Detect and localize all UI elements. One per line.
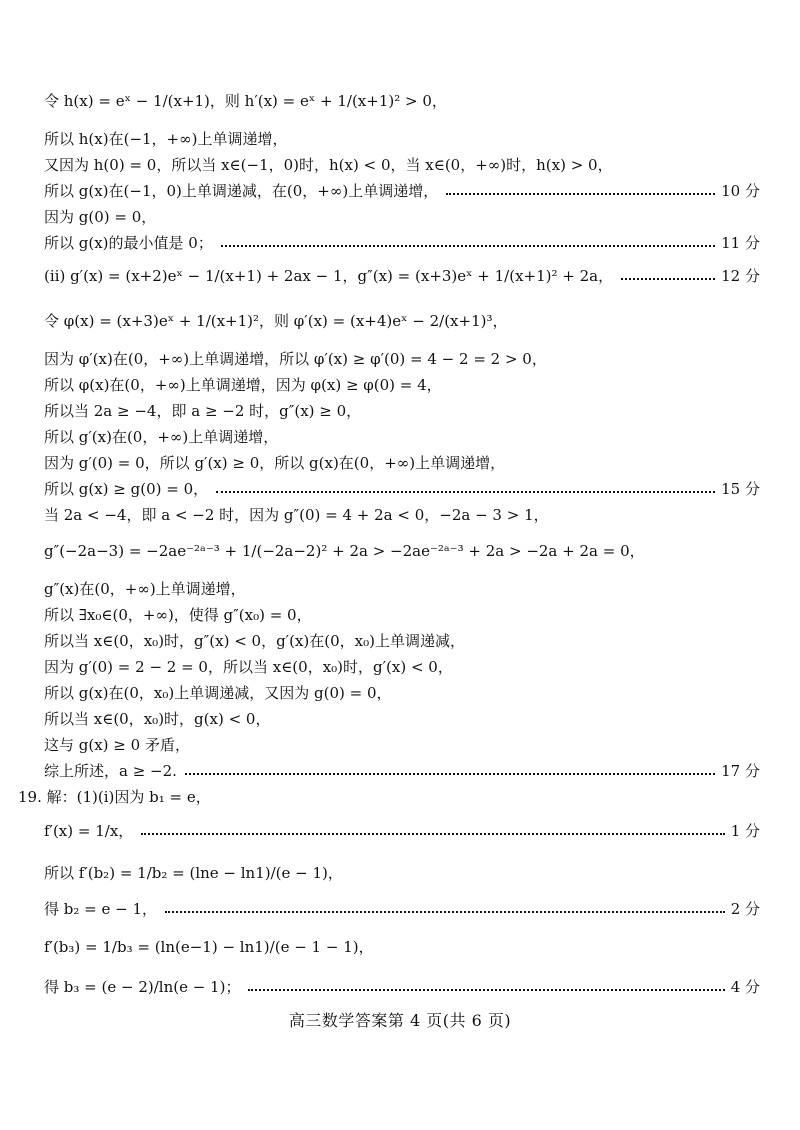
line-gprime-increasing: 所以 g′(x)在(0，+∞)上单调递增， (44, 428, 279, 446)
line-contradiction: 这与 g(x) ≥ 0 矛盾， (44, 736, 190, 754)
score-mark: 2 分 (730, 900, 760, 918)
line-fprime: f′(x) = 1/x， 1 分 (44, 822, 760, 840)
line-g-increasing: 因为 g′(0) = 0，所以 g′(x) ≥ 0，所以 g(x)在(0，+∞)上单调递增， (44, 454, 506, 472)
score-mark: 15 分 (721, 480, 760, 498)
score-mark: 17 分 (721, 762, 760, 780)
leader-dots (621, 277, 715, 280)
line-h-increasing: 所以 h(x)在(−1，+∞)上单调递增， (44, 130, 288, 148)
line-gprime-decreasing: 所以当 x∈(0，x₀)时，g″(x) < 0，g′(x)在(0，x₀)上单调递减， (44, 632, 465, 650)
score-mark: 12 分 (721, 267, 760, 285)
leader-dots (185, 772, 715, 775)
score-mark: 10 分 (721, 182, 760, 200)
line-g-decreasing: 所以 g(x)在(0，x₀)上单调递减，又因为 g(0) = 0， (44, 684, 392, 702)
line-g-negative: 所以当 x∈(0，x₀)时，g(x) < 0， (44, 710, 271, 728)
line-case-1: 所以当 2a ≥ −4，即 a ≥ −2 时，g″(x) ≥ 0， (44, 402, 362, 420)
line-q19-start: 19. 解：(1)(ⅰ)因为 b₁ = e， (18, 788, 211, 806)
score-mark: 4 分 (730, 978, 760, 996)
line-b2: 得 b₂ = e − 1， 2 分 (44, 900, 760, 918)
line-phi-increasing: 所以 φ(x)在(0，+∞)上单调递增，因为 φ(x) ≥ φ(0) = 4， (44, 376, 442, 394)
line-exists-x0: 所以 ∃x₀∈(0，+∞)，使得 g″(x₀) = 0， (44, 606, 312, 624)
line-g2-increasing: g″(x)在(0，+∞)上单调递增， (44, 580, 246, 598)
line-g2-estimate: g″(−2a−3) = −2ae⁻²ᵃ⁻³ + 1/(−2a−2)² + 2a > −2ae⁻²ᵃ⁻³ + 2a > −2a + 2a = 0， (44, 542, 645, 560)
line-conclusion: 综上所述，a ≥ −2. 17 分 (44, 762, 760, 780)
leader-dots (221, 244, 715, 247)
leader-dots (446, 192, 715, 195)
line-g0: 因为 g(0) = 0， (44, 208, 157, 226)
line-phi-prime: 因为 φ′(x)在(0，+∞)上单调递增，所以 φ′(x) ≥ φ′(0) = 4 − 2 = 2 > 0， (44, 350, 547, 368)
line-g-monotone: 所以 g(x)在(−1，0)上单调递减，在(0，+∞)上单调递增， 10 分 (44, 182, 760, 200)
line-h-def: 令 h(x) = eˣ − 1/(x+1)，则 h′(x) = eˣ + 1/(x+1)² > 0， (44, 92, 447, 110)
line-b3: 得 b₃ = (e − 2)/ln(e − 1)； 4 分 (44, 978, 760, 996)
line-case-2: 当 2a < −4，即 a < −2 时，因为 g″(0) = 4 + 2a < 0，−2a − 3 > 1， (44, 506, 549, 524)
line-g-min: 所以 g(x)的最小值是 0； 11 分 (44, 234, 760, 252)
line-gprime-negative: 因为 g′(0) = 2 − 2 = 0，所以当 x∈(0，x₀)时，g′(x) < 0， (44, 658, 453, 676)
line-h-sign: 又因为 h(0) = 0，所以当 x∈(−1，0)时，h(x) < 0，当 x∈(0，+∞)时，h(x) > 0， (44, 156, 613, 174)
leader-dots (248, 988, 724, 991)
line-part-ii: (ⅱ) g′(x) = (x+2)eˣ − 1/(x+1) + 2ax − 1，g″(x) = (x+3)eˣ + 1/(x+1)² + 2a， 12 分 (44, 267, 760, 285)
line-phi-def: 令 φ(x) = (x+3)eˣ + 1/(x+1)²，则 φ′(x) = (x+4)eˣ − 2/(x+1)³， (44, 312, 508, 330)
score-mark: 1 分 (730, 822, 760, 840)
leader-dots (141, 832, 724, 835)
leader-dots (216, 490, 715, 493)
line-fprime-b2: 所以 f′(b₂) = 1/b₂ = (lne − ln1)/(e − 1)， (44, 864, 343, 882)
leader-dots (165, 910, 725, 913)
score-mark: 11 分 (721, 234, 760, 252)
line-fprime-b3: f′(b₃) = 1/b₃ = (ln(e−1) − ln1)/(e − 1 − 1)， (44, 938, 374, 956)
page-footer: 高三数学答案第 4 页(共 6 页) (288, 1011, 512, 1030)
line-g-ge-0: 所以 g(x) ≥ g(0) = 0， 15 分 (44, 480, 760, 498)
